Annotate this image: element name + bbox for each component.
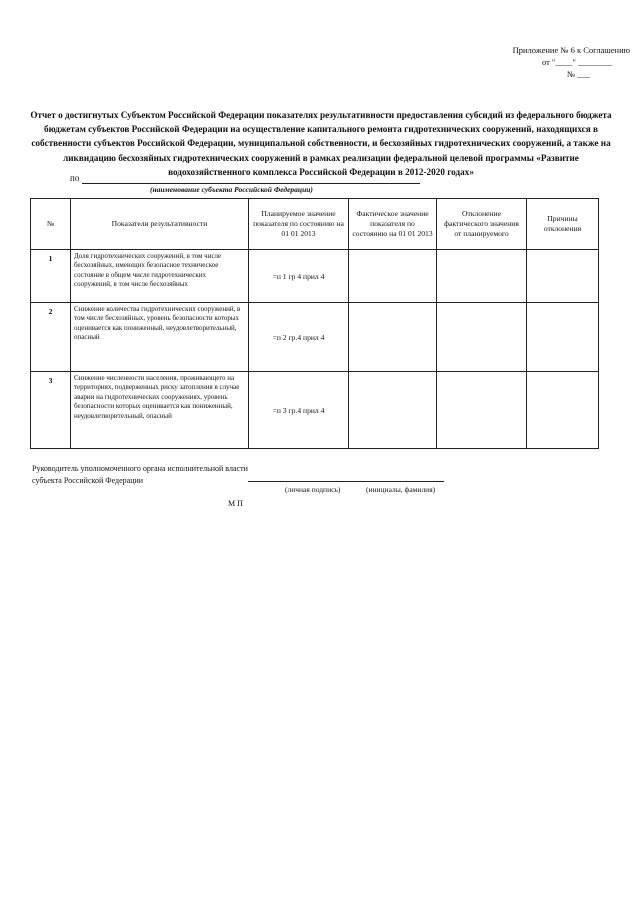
report-title: Отчет о достигнутых Субъектом Российской Федерации показателях результативности предоставления субсидий из федерального бюджета бюджетам субъектов Российской Федерации на осуществление капитального ремонта гидротехнических сооружений, находящихся в собственности субъектов Российской Федерации, муниципальной собственности, и бесхозяйных гидротехнических сооружений, а также на ликвидацию бесхозяйных гидротехнических сооружений в рамках реализации федеральной целевой программы «Развитие водохозяйственного комплекса Российской Федерации в 2012-2020 годах» xyxy=(30,110,612,177)
annex-date: от "____" ________ xyxy=(541,57,612,67)
annex-number: № ___ xyxy=(567,69,590,79)
annex-header xyxy=(480,44,630,80)
row-planned: =п 3 гр.4 прил 4 xyxy=(249,372,349,449)
row-number: 3 xyxy=(31,372,71,449)
table-header-row xyxy=(31,199,599,250)
header-num: № xyxy=(31,199,71,250)
row-reasons-cell[interactable] xyxy=(527,303,599,372)
report-table xyxy=(30,198,599,449)
table-row xyxy=(31,372,599,449)
row-number: 2 xyxy=(31,303,71,372)
row-indicator: Доля гидротехнических сооружений, в том числе бесхозяйных, имеющих безопасное техническое состояние в общем числе гидротехнических сооружений, в том числе бесхозяйных xyxy=(71,250,249,303)
subject-caption: (наименование субъекта Российской Федерации) xyxy=(150,185,313,194)
stamp-place: М П xyxy=(228,499,243,508)
signature-caption: (личная подпись) xyxy=(285,485,341,494)
row-deviation-cell[interactable] xyxy=(437,303,527,372)
row-actual-cell[interactable] xyxy=(349,250,437,303)
header-actual: Фактическое значение показателя по состоянию на 01 01 2013 xyxy=(349,199,437,250)
signature-line[interactable] xyxy=(248,481,444,482)
row-actual-cell[interactable] xyxy=(349,303,437,372)
subject-fill-line[interactable] xyxy=(82,183,420,184)
row-actual-cell[interactable] xyxy=(349,372,437,449)
header-indicator: Показатели результативности xyxy=(71,199,249,250)
header-deviation: Отклонение фактического значения от планируемого xyxy=(437,199,527,250)
table-row xyxy=(31,250,599,303)
header-planned: Планируемое значение показателя по состоянию на 01 01 2013 xyxy=(249,199,349,250)
signatory-title: Руководитель уполномоченного органа исполнительной власти субъекта Российской Федерации xyxy=(32,464,248,485)
row-planned: =п 2 гр.4 прил 4 xyxy=(249,303,349,372)
row-indicator: Снижение численности населения, проживающего на территориях, подверженных риску затопления в случае аварии на гидротехнических сооружениях, уровень безопасности которых оценивается как пониженный, неудовлетворительный, опасный xyxy=(71,372,249,449)
subject-label: по xyxy=(70,173,80,183)
row-deviation-cell[interactable] xyxy=(437,250,527,303)
row-number: 1 xyxy=(31,250,71,303)
row-deviation-cell[interactable] xyxy=(437,372,527,449)
row-reasons-cell[interactable] xyxy=(527,372,599,449)
row-reasons-cell[interactable] xyxy=(527,250,599,303)
header-reasons: Причины отклонения xyxy=(527,199,599,250)
row-planned: =п 1 гр 4 прил 4 xyxy=(249,250,349,303)
annex-title: Приложение № 6 к Соглашению xyxy=(512,45,630,55)
name-caption: (инициалы, фамилия) xyxy=(366,485,436,494)
table-row xyxy=(31,303,599,372)
row-indicator: Снижение количества гидротехнических сооружений, в том числе бесхозяйных, уровень безопасности которых оценивается как пониженный, неудовлетворительный, опасный xyxy=(71,303,249,372)
